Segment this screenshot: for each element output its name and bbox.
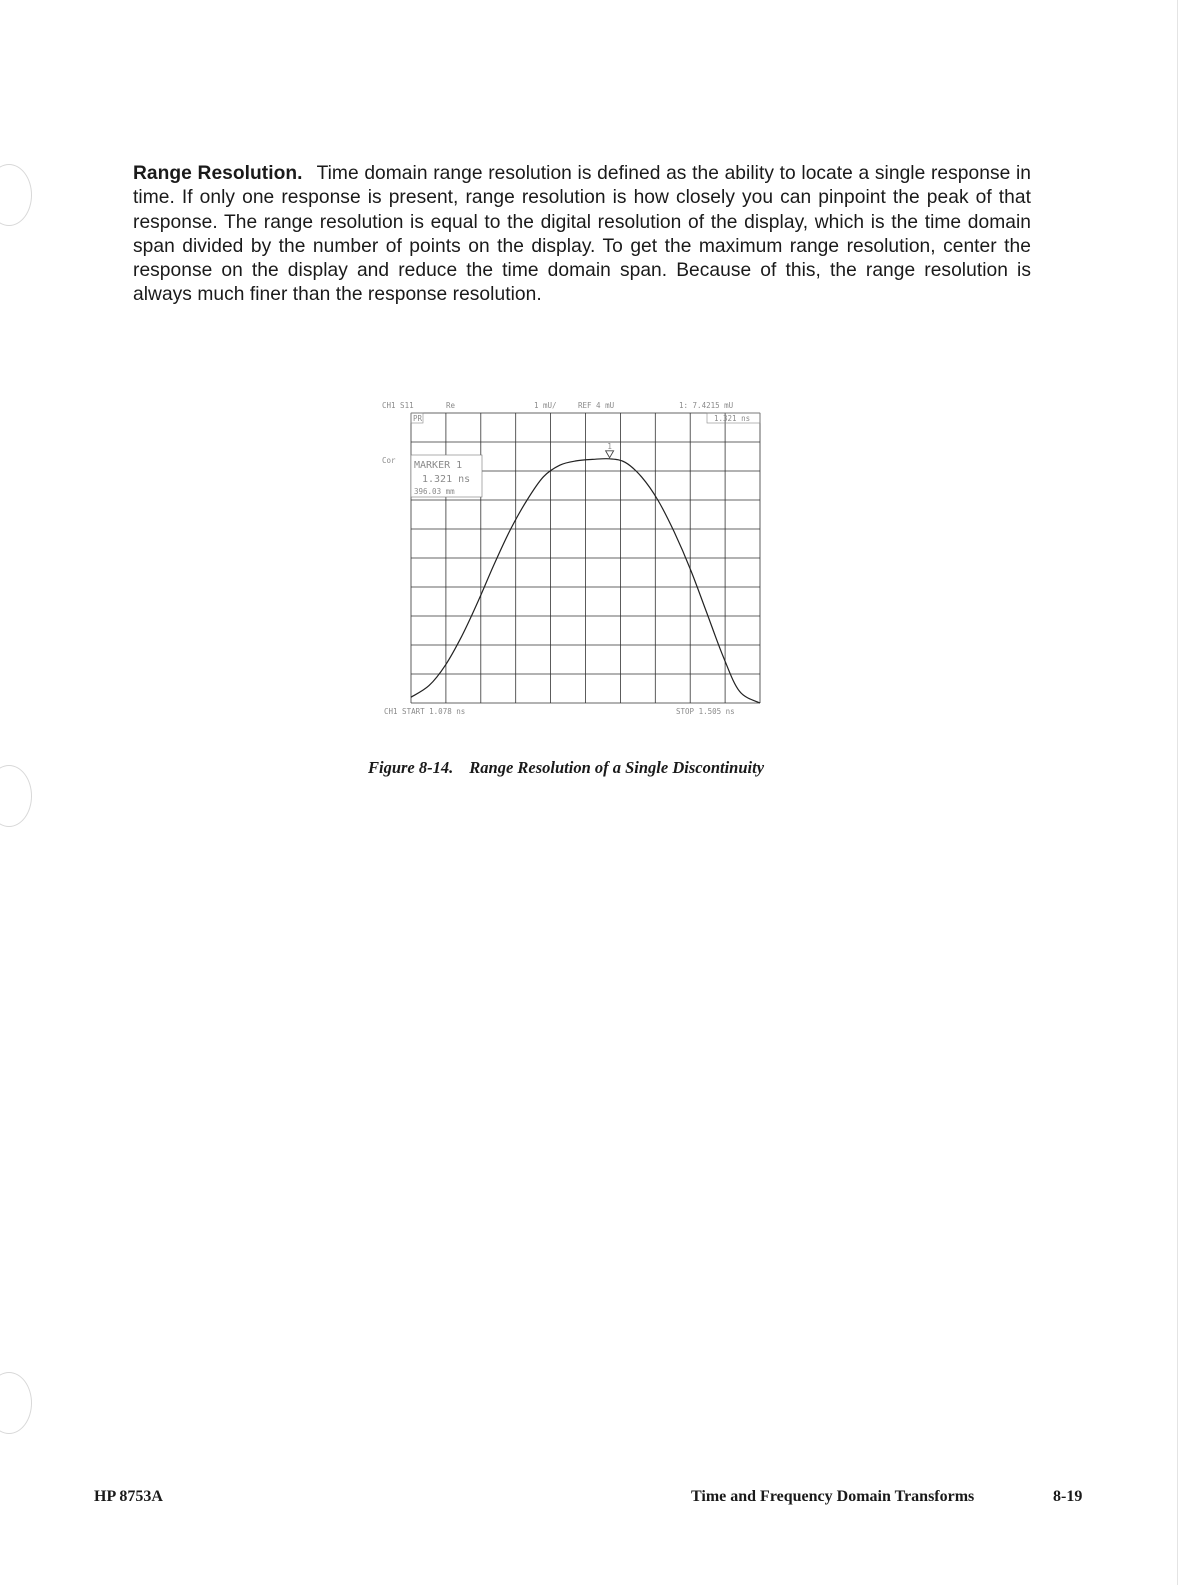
binder-hole <box>0 1372 32 1434</box>
paragraph-lead: Range Resolution. <box>133 163 303 184</box>
correction-flag: Cor <box>382 456 396 465</box>
marker-value-readout: 1: 7.4215 mU <box>679 401 734 410</box>
analyzer-screen-figure <box>376 396 770 720</box>
stop-label: STOP 1.505 ns <box>676 707 735 716</box>
marker-time-readout: 1.321 ns <box>714 414 751 423</box>
range-resolution-paragraph <box>133 162 1031 308</box>
hold-flag: PR <box>413 414 423 423</box>
reference-label: REF 4 mU <box>578 401 615 410</box>
footer-chapter: Time and Frequency Domain Transforms <box>691 1488 975 1505</box>
footer-page-number: 8-19 <box>1053 1488 1083 1505</box>
marker-number: 1 <box>607 441 612 451</box>
figure-number: Figure 8-14. <box>368 758 454 777</box>
footer-product: HP 8753A <box>94 1488 163 1505</box>
scale-label: 1 mU/ <box>534 401 557 410</box>
figure-caption <box>368 758 764 778</box>
figure-title: Range Resolution of a Single Discontinuity <box>469 758 765 777</box>
channel-label: CH1 S11 <box>382 401 414 410</box>
marker-box-title: MARKER 1 <box>414 460 463 471</box>
binder-hole <box>0 164 32 226</box>
binder-hole <box>0 765 32 827</box>
page-edge <box>1177 0 1178 1585</box>
format-label: Re <box>446 401 456 410</box>
paragraph-body: Time domain range resolution is defined as the ability to locate a single response in time. If only one response is present, range resolution is how closely you can pinpoint the peak of that response. The range resolution is equal to the digital resolution of the display, which is the time domain span divided by the number of points on the display. To get the maximum range resolution, center the response on the display and reduce the time domain span. Because of this, the range resolution is always much finer than the response resolution. <box>133 163 1031 306</box>
marker-box-distance: 396.03 mm <box>414 487 455 496</box>
marker-symbol <box>606 442 614 458</box>
start-label: CH1 START 1.078 ns <box>384 707 466 716</box>
marker-triangle-icon <box>606 451 614 458</box>
marker-box-time: 1.321 ns <box>422 474 471 485</box>
analyzer-screen <box>376 396 770 720</box>
